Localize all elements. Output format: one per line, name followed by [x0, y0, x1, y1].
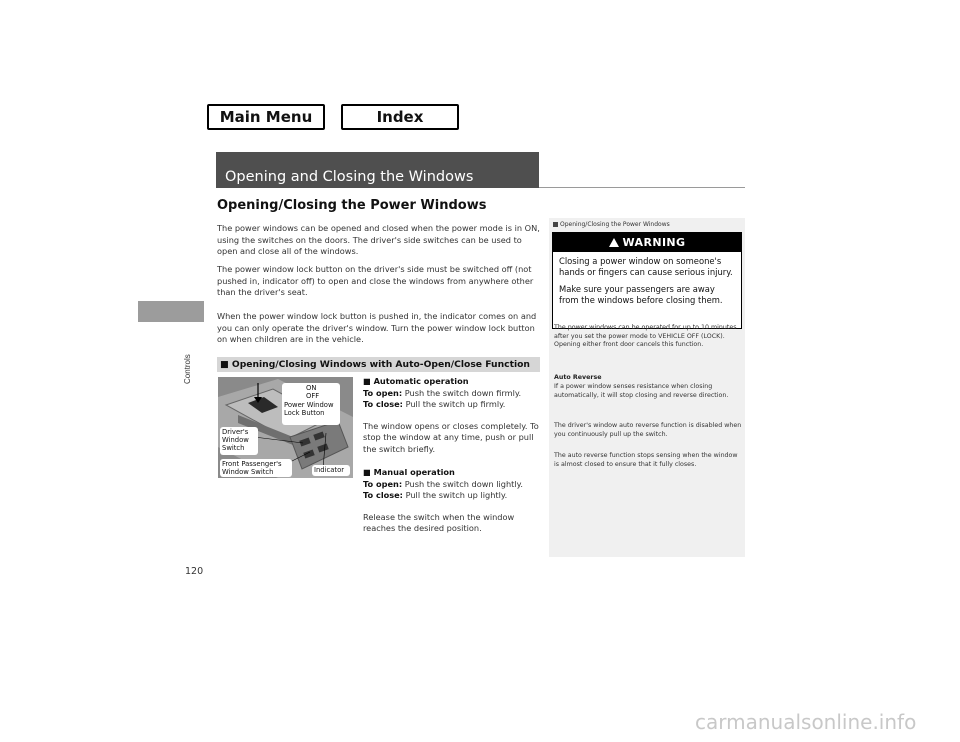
window-switch-illustration — [218, 377, 353, 478]
intro-paragraph-2: The power window lock button on the driver's side must be switched off (not pushed in, indicator off) to open and close the windows from anywhere other than the driver's seat. — [217, 264, 534, 298]
watermark: carmanualsonline.info — [695, 710, 917, 734]
auto-reverse-title: Auto Reverse — [554, 374, 602, 381]
intro-paragraph-1: The power windows can be opened and closed when the power mode is in ON, using the switches on the doors. The driver's side switches can be used to open and close all of the windows. — [217, 223, 540, 257]
driver-switch-label: Driver's Window Switch — [220, 427, 258, 455]
warning-icon — [609, 238, 619, 247]
warning-header: WARNING — [553, 233, 741, 252]
index-button[interactable]: Index — [341, 104, 459, 130]
chapter-tab — [138, 301, 204, 322]
sidebar-notes — [549, 218, 745, 557]
automatic-title: ■ Automatic operation — [363, 376, 469, 386]
manual-operation — [363, 467, 543, 535]
subheading: ■ Opening/Closing Windows with Auto-Open/Close Function — [217, 357, 540, 372]
intro-paragraph-3: When the power window lock button is pushed in, the indicator comes on and you can only operate the driver's window. Turn the power window lock button on when children are in the vehicle. — [217, 311, 537, 345]
sidebar-bullet — [553, 222, 558, 227]
page-heading: Opening/Closing the Power Windows — [217, 198, 487, 213]
sidebar-note-1: The power windows can be operated for up to 10 minutes after you set the power mode to VEHICLE OFF (LOCK). Opening either front door cancels this function. — [554, 324, 737, 349]
automatic-close: To close: Pull the switch up firmly. — [363, 399, 506, 410]
title-rule — [539, 187, 745, 188]
sidebar-head: Opening/Closing the Power Windows — [553, 221, 670, 228]
warning-box — [552, 232, 742, 329]
front-passenger-switch-label: Front Passenger's Window Switch — [220, 459, 292, 477]
page-number: 120 — [185, 566, 204, 577]
section-title: Opening and Closing the Windows — [216, 152, 539, 188]
main-menu-button[interactable]: Main Menu — [207, 104, 325, 130]
automatic-open: To open: Push the switch down firmly. — [363, 387, 522, 398]
on-label: ON — [306, 384, 317, 392]
off-label: OFF — [306, 392, 320, 400]
manual-note: Release the switch when the window reaches the desired position. — [363, 511, 515, 534]
lock-button-label: Power Window Lock Button — [284, 401, 334, 417]
chapter-label: Controls — [183, 354, 192, 384]
manual-open: To open: Push the switch down lightly. — [363, 478, 523, 489]
warning-text: Closing a power window on someone's hands or fingers can cause serious injury. Make sure your passengers are away from the windows before closing them. — [559, 256, 733, 305]
manual-title: ■ Manual operation — [363, 467, 455, 477]
automatic-note: The window opens or closes completely. To stop the window at any time, push or pull the switch briefly. — [363, 420, 539, 454]
manual-close: To close: Pull the switch up lightly. — [363, 490, 508, 501]
auto-reverse-text: If a power window senses resistance when closing automatically, it will stop closing and reverse direction. — [554, 383, 729, 399]
indicator-label: Indicator — [312, 465, 350, 476]
lock-button-callout — [282, 383, 340, 425]
sidebar-note-3: The auto reverse function stops sensing when the window is almost closed to ensure that it fully closes. — [554, 452, 738, 468]
sidebar-note-2: The driver's window auto reverse function is disabled when you continuously pull up the switch. — [554, 422, 742, 438]
automatic-operation — [363, 376, 543, 456]
